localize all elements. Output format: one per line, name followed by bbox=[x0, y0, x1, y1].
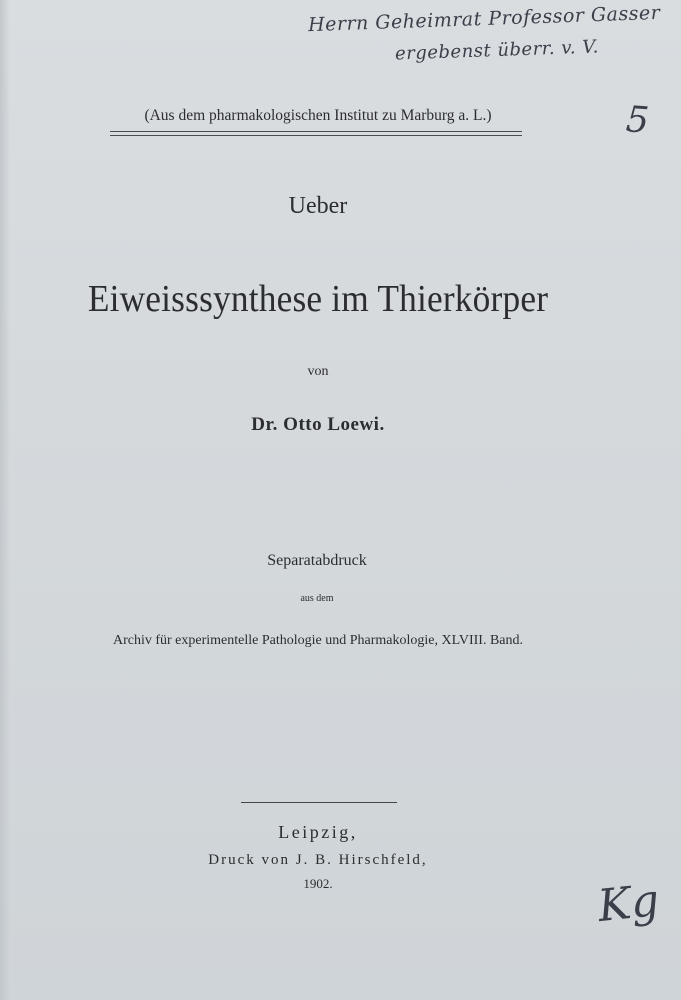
handwritten-dedication-line1: Herrn Geheimrat Professor Gasser bbox=[307, 1, 661, 37]
title-preposition: Ueber bbox=[288, 193, 348, 219]
imprint-printer: Druck von J. B. Hirschfeld, bbox=[208, 852, 428, 868]
offprint-label: Separatabdruck bbox=[267, 552, 367, 569]
from-label: aus dem bbox=[300, 593, 334, 604]
imprint-place: Leipzig, bbox=[278, 822, 358, 842]
imprint-year: 1902. bbox=[303, 876, 333, 891]
by-line: von bbox=[307, 364, 329, 379]
institute-double-rule bbox=[110, 131, 522, 136]
institute-note: (Aus dem pharmakologischen Institut zu Marburg a. L.) bbox=[144, 107, 492, 124]
handwritten-initials: Kg bbox=[595, 874, 662, 933]
handwritten-number: 5 bbox=[624, 99, 651, 142]
journal-citation: Archiv für experimentelle Pathologie und Pharmakologie, XLVIII. Band. bbox=[112, 633, 524, 648]
author-name: Dr. Otto Loewi. bbox=[251, 414, 385, 435]
main-title: Eiweisssynthese im Thierkörper bbox=[87, 278, 549, 320]
handwritten-dedication-line2: ergebenst überr. v. V. bbox=[394, 36, 600, 65]
imprint-divider bbox=[241, 802, 397, 803]
